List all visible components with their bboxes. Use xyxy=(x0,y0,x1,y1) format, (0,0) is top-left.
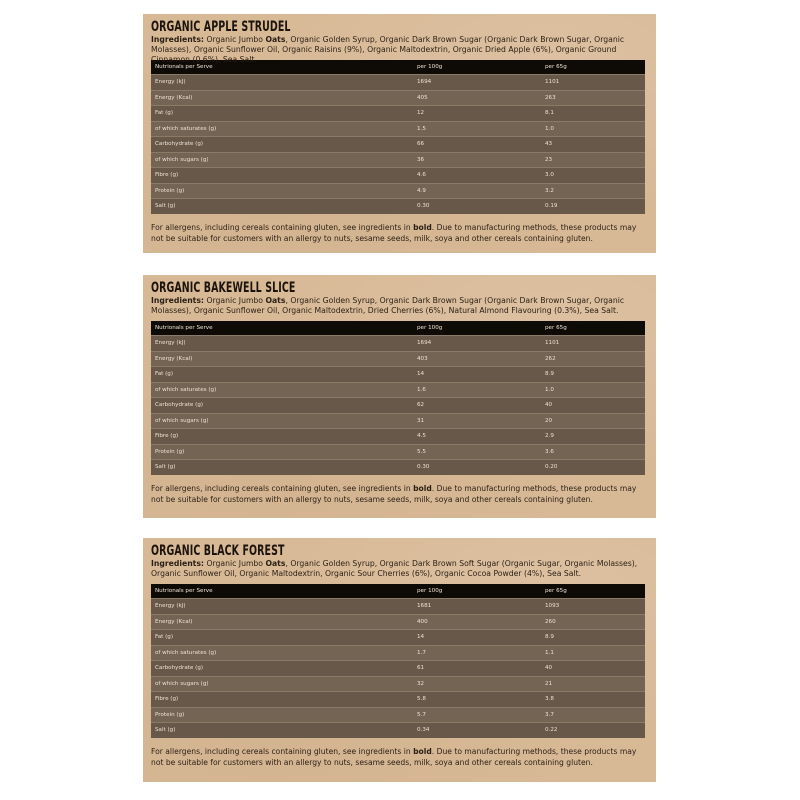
value-per-100g: 14 xyxy=(413,630,541,646)
table-row xyxy=(151,382,645,398)
value-per-65g: 8.9 xyxy=(541,630,645,646)
nutrient-label: Carbohydrate (g) xyxy=(151,661,413,677)
nutrient-label: Fibre (g) xyxy=(151,692,413,708)
ingredients-pre: Organic Jumbo xyxy=(206,35,266,44)
ingredients-bold: Oats xyxy=(265,35,286,44)
value-per-65g: 260 xyxy=(541,614,645,630)
value-per-100g: 5.7 xyxy=(413,707,541,723)
value-per-65g: 3.7 xyxy=(541,707,645,723)
ingredients-label: Ingredients: xyxy=(151,559,204,568)
table-row xyxy=(151,351,645,367)
allergen-text-post: . Due to manufacturing methods, these products may not be suitable for customers with an allergy to nuts, sesame seeds, milk, soya and other cereals containing gluten. xyxy=(151,222,637,243)
nutrient-label: Protein (g) xyxy=(151,183,413,199)
ingredients-post: , Organic Golden Syrup, Organic Dark Brown Sugar (Organic Dark Brown Sugar, Organic Molasses), Organic Sunflower Oil, Organic Maltodextrin, Dried Cherries (6%), Natural Almond Flavouring (0.3%), Sea Salt. xyxy=(151,296,625,315)
header-per-100g: per 100g xyxy=(413,321,541,336)
nutrient-label: of which sugars (g) xyxy=(151,152,413,168)
table-row xyxy=(151,137,645,153)
nutrient-label: of which sugars (g) xyxy=(151,413,413,429)
ingredients-bold: Oats xyxy=(265,296,286,305)
nutrient-label: of which sugars (g) xyxy=(151,676,413,692)
allergen-notice xyxy=(151,222,648,244)
nutrient-label: Energy (Kcal) xyxy=(151,614,413,630)
table-row xyxy=(151,429,645,445)
product-panel-apple-strudel xyxy=(143,14,656,253)
table-row xyxy=(151,692,645,708)
header-nutrient: Nutrionals per Serve xyxy=(151,584,413,599)
value-per-100g: 5.5 xyxy=(413,444,541,460)
value-per-65g: 263 xyxy=(541,90,645,106)
table-row xyxy=(151,152,645,168)
product-title: ORGANIC BAKEWELL SLICE xyxy=(151,279,296,296)
nutrition-table xyxy=(151,321,645,475)
table-row xyxy=(151,723,645,738)
value-per-65g: 1093 xyxy=(541,599,645,615)
table-row xyxy=(151,413,645,429)
allergen-text-post: . Due to manufacturing methods, these products may not be suitable for customers with an allergy to nuts, sesame seeds, milk, soya and other cereals containing gluten. xyxy=(151,746,637,767)
value-per-100g: 0.30 xyxy=(413,460,541,475)
table-row xyxy=(151,121,645,137)
allergen-text-pre: For allergens, including cereals containing gluten, see ingredients in xyxy=(151,483,414,493)
header-per-65g: per 65g xyxy=(541,584,645,599)
nutrient-label: Fibre (g) xyxy=(151,429,413,445)
ingredients-label: Ingredients: xyxy=(151,296,204,305)
value-per-65g: 40 xyxy=(541,661,645,677)
product-panel-bakewell-slice xyxy=(143,275,656,518)
value-per-100g: 4.5 xyxy=(413,429,541,445)
table-row xyxy=(151,707,645,723)
nutrient-label: Energy (kJ) xyxy=(151,599,413,615)
table-row xyxy=(151,168,645,184)
value-per-65g: 3.2 xyxy=(541,183,645,199)
value-per-65g: 3.6 xyxy=(541,444,645,460)
nutrition-table xyxy=(151,584,645,738)
table-row xyxy=(151,460,645,475)
value-per-100g: 4.9 xyxy=(413,183,541,199)
value-per-65g: 262 xyxy=(541,351,645,367)
table-row xyxy=(151,676,645,692)
value-per-100g: 62 xyxy=(413,398,541,414)
nutrient-label: Fat (g) xyxy=(151,630,413,646)
value-per-100g: 32 xyxy=(413,676,541,692)
value-per-100g: 1.5 xyxy=(413,121,541,137)
header-nutrient: Nutrionals per Serve xyxy=(151,60,413,75)
nutrition-header-row xyxy=(151,584,645,599)
value-per-65g: 8.1 xyxy=(541,106,645,122)
value-per-100g: 14 xyxy=(413,367,541,383)
value-per-65g: 8.9 xyxy=(541,367,645,383)
table-row xyxy=(151,183,645,199)
table-row xyxy=(151,199,645,214)
nutrient-label: Salt (g) xyxy=(151,199,413,214)
nutrient-label: Energy (kJ) xyxy=(151,75,413,91)
value-per-65g: 2.9 xyxy=(541,429,645,445)
value-per-100g: 1.6 xyxy=(413,382,541,398)
header-per-100g: per 100g xyxy=(413,60,541,75)
ingredients-post: , Organic Golden Syrup, Organic Dark Brown Sugar (Organic Dark Brown Sugar, Organic Molasses), Organic Sunflower Oil, Organic Raisins (9%), Organic Maltodextrin, Organic Dried Apple (6%), Organic Ground Cinnamon (0.6%), Sea Salt. xyxy=(151,35,625,64)
nutrient-label: Energy (Kcal) xyxy=(151,90,413,106)
value-per-100g: 31 xyxy=(413,413,541,429)
value-per-100g: 0.34 xyxy=(413,723,541,738)
allergen-text-pre: For allergens, including cereals containing gluten, see ingredients in xyxy=(151,746,414,756)
allergen-text-bold: bold xyxy=(413,746,432,756)
nutrient-label: Energy (kJ) xyxy=(151,336,413,352)
value-per-100g: 12 xyxy=(413,106,541,122)
table-row xyxy=(151,444,645,460)
allergen-notice xyxy=(151,483,648,505)
allergen-text-post: . Due to manufacturing methods, these products may not be suitable for customers with an allergy to nuts, sesame seeds, milk, soya and other cereals containing gluten. xyxy=(151,483,637,504)
value-per-65g: 1.0 xyxy=(541,121,645,137)
table-row xyxy=(151,90,645,106)
nutrient-label: Carbohydrate (g) xyxy=(151,398,413,414)
value-per-65g: 0.19 xyxy=(541,199,645,214)
ingredients-text xyxy=(151,35,648,64)
value-per-100g: 1694 xyxy=(413,336,541,352)
value-per-100g: 4.6 xyxy=(413,168,541,184)
table-row xyxy=(151,367,645,383)
value-per-100g: 405 xyxy=(413,90,541,106)
table-row xyxy=(151,599,645,615)
table-row xyxy=(151,614,645,630)
value-per-65g: 1.1 xyxy=(541,645,645,661)
product-title: ORGANIC APPLE STRUDEL xyxy=(151,18,291,35)
value-per-100g: 1681 xyxy=(413,599,541,615)
header-per-65g: per 65g xyxy=(541,321,645,336)
value-per-65g: 43 xyxy=(541,137,645,153)
table-row xyxy=(151,645,645,661)
nutrient-label: Fibre (g) xyxy=(151,168,413,184)
header-per-100g: per 100g xyxy=(413,584,541,599)
ingredients-post: , Organic Golden Syrup, Organic Dark Brown Soft Sugar (Organic Sugar, Organic Molasses), Organic Sunflower Oil, Organic Maltodextrin, Organic Sour Cherries (6%), Organic Cocoa Powder (4%), Sea Salt. xyxy=(151,559,638,578)
value-per-100g: 61 xyxy=(413,661,541,677)
nutrient-label: of which saturates (g) xyxy=(151,382,413,398)
ingredients-text xyxy=(151,296,648,317)
allergen-notice xyxy=(151,746,648,768)
nutrient-label: Protein (g) xyxy=(151,707,413,723)
nutrition-header-row xyxy=(151,321,645,336)
ingredients-pre: Organic Jumbo xyxy=(206,296,266,305)
value-per-65g: 40 xyxy=(541,398,645,414)
allergen-text-bold: bold xyxy=(413,483,432,493)
nutrient-label: Fat (g) xyxy=(151,106,413,122)
value-per-100g: 1694 xyxy=(413,75,541,91)
table-row xyxy=(151,661,645,677)
header-nutrient: Nutrionals per Serve xyxy=(151,321,413,336)
ingredients-bold: Oats xyxy=(265,559,286,568)
nutrient-label: Fat (g) xyxy=(151,367,413,383)
value-per-100g: 403 xyxy=(413,351,541,367)
table-row xyxy=(151,630,645,646)
table-row xyxy=(151,106,645,122)
value-per-65g: 23 xyxy=(541,152,645,168)
allergen-text-bold: bold xyxy=(413,222,432,232)
value-per-65g: 21 xyxy=(541,676,645,692)
value-per-65g: 3.8 xyxy=(541,692,645,708)
value-per-65g: 0.20 xyxy=(541,460,645,475)
nutrition-table xyxy=(151,60,645,214)
value-per-65g: 1.0 xyxy=(541,382,645,398)
nutrient-label: Protein (g) xyxy=(151,444,413,460)
value-per-100g: 0.30 xyxy=(413,199,541,214)
ingredients-label: Ingredients: xyxy=(151,35,204,44)
nutrient-label: Carbohydrate (g) xyxy=(151,137,413,153)
allergen-text-pre: For allergens, including cereals containing gluten, see ingredients in xyxy=(151,222,414,232)
product-title: ORGANIC BLACK FOREST xyxy=(151,542,285,559)
nutrient-label: Salt (g) xyxy=(151,723,413,738)
value-per-100g: 36 xyxy=(413,152,541,168)
value-per-65g: 1101 xyxy=(541,336,645,352)
value-per-100g: 5.8 xyxy=(413,692,541,708)
nutrient-label: of which saturates (g) xyxy=(151,645,413,661)
value-per-65g: 3.0 xyxy=(541,168,645,184)
value-per-65g: 20 xyxy=(541,413,645,429)
nutrient-label: of which saturates (g) xyxy=(151,121,413,137)
ingredients-pre: Organic Jumbo xyxy=(206,559,266,568)
value-per-100g: 66 xyxy=(413,137,541,153)
ingredients-text xyxy=(151,559,648,580)
table-row xyxy=(151,398,645,414)
table-row xyxy=(151,336,645,352)
nutrient-label: Energy (Kcal) xyxy=(151,351,413,367)
value-per-100g: 1.7 xyxy=(413,645,541,661)
value-per-65g: 0.22 xyxy=(541,723,645,738)
value-per-100g: 400 xyxy=(413,614,541,630)
nutrient-label: Salt (g) xyxy=(151,460,413,475)
header-per-65g: per 65g xyxy=(541,60,645,75)
product-panel-black-forest xyxy=(143,538,656,782)
table-row xyxy=(151,75,645,91)
value-per-65g: 1101 xyxy=(541,75,645,91)
